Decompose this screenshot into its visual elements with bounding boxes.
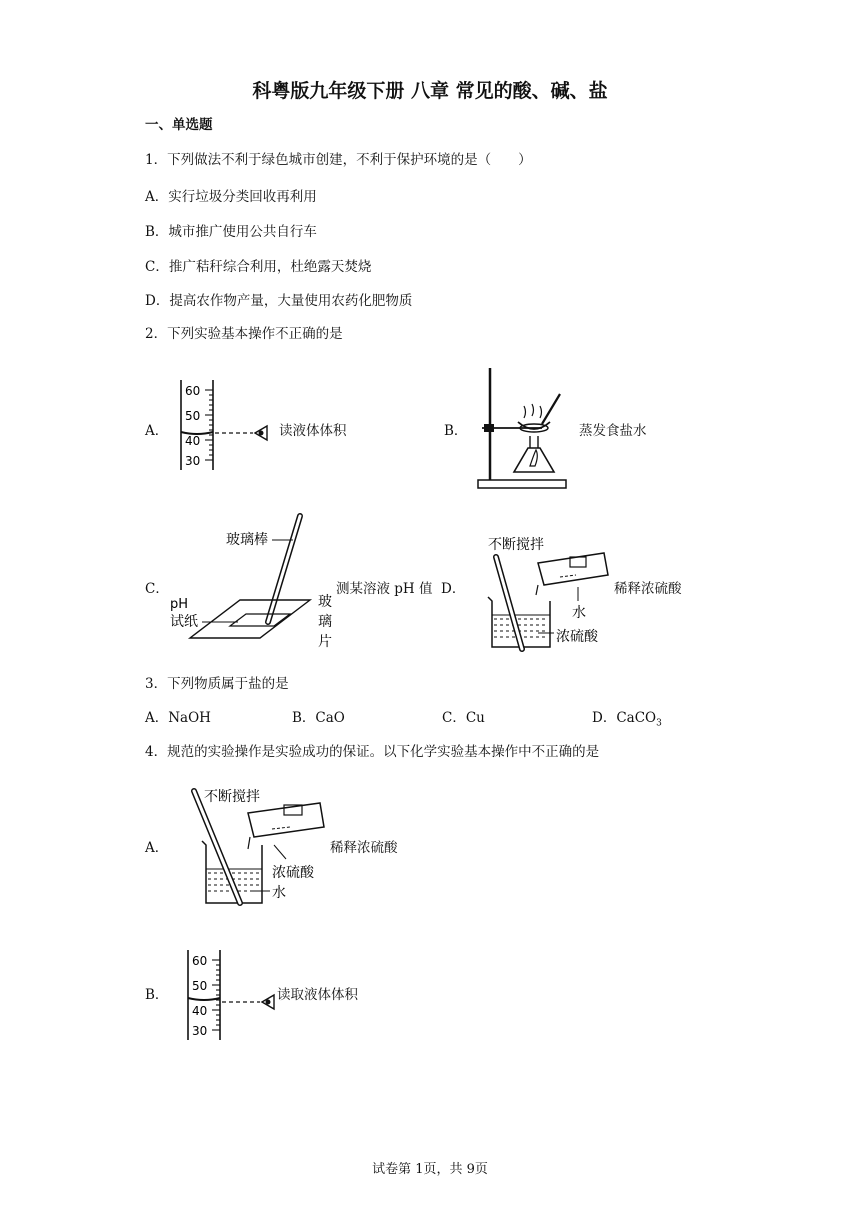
question-2-option-b-caption: 蒸发食盐水 bbox=[579, 423, 647, 439]
question-4-option-a-letter: A． bbox=[145, 840, 169, 856]
cylinder-tick-30: 30 bbox=[192, 1024, 208, 1038]
question-2-option-a-caption: 读液体体积 bbox=[279, 423, 347, 439]
glass-slide-label-1: 玻 bbox=[318, 594, 332, 610]
cylinder-tick-30: 30 bbox=[185, 454, 201, 468]
question-4-stem: 4．规范的实验操作是实验成功的保证。以下化学实验基本操作中不正确的是 bbox=[145, 744, 600, 760]
question-3-option-d: D．CaCO$_3$ bbox=[592, 710, 662, 729]
question-1-option-b: B．城市推广使用公共自行车 bbox=[145, 224, 317, 240]
glass-slide-label-2: 璃 bbox=[318, 614, 332, 630]
concentrated-acid-label: 浓硫酸 bbox=[272, 865, 314, 881]
eye-icon bbox=[262, 995, 274, 1009]
question-4-option-a-caption: 稀释浓硫酸 bbox=[330, 840, 398, 856]
question-2-option-c-letter: C． bbox=[145, 581, 169, 597]
question-2-option-c-caption: 测某溶液 pH 值 bbox=[336, 581, 433, 597]
question-2-option-b-letter: B． bbox=[444, 423, 468, 439]
section-heading: 一、单选题 bbox=[145, 117, 213, 133]
eye-icon bbox=[255, 426, 267, 440]
question-1-stem: 1．下列做法不利于绿色城市创建，不利于保护环境的是（ ） bbox=[145, 152, 532, 168]
page-title: 科粤版九年级下册 八章 常见的酸、碱、盐 bbox=[252, 80, 608, 102]
cylinder-reading-figure bbox=[182, 948, 282, 1042]
ph-test-figure bbox=[168, 510, 338, 650]
stir-label: 不断搅拌 bbox=[488, 537, 544, 553]
evaporation-figure bbox=[474, 366, 574, 490]
question-3-stem: 3．下列物质属于盐的是 bbox=[145, 676, 289, 692]
question-3-option-c: C．Cu bbox=[442, 710, 485, 726]
dilution-figure-q2 bbox=[480, 527, 615, 653]
question-3-option-a: A．NaOH bbox=[145, 710, 211, 726]
ph-paper-label-1: pH bbox=[170, 597, 189, 612]
cylinder-tick-40: 40 bbox=[192, 1004, 208, 1018]
question-4-option-b-caption: 读取液体体积 bbox=[277, 987, 358, 1003]
cylinder-tick-50: 50 bbox=[192, 979, 208, 993]
question-3-option-b: B．CaO bbox=[292, 710, 345, 726]
page-footer: 试卷第 1页，共 9页 bbox=[372, 1162, 488, 1177]
glass-rod-label: 玻璃棒 bbox=[226, 532, 268, 548]
ph-paper-label-2: 试纸 bbox=[170, 614, 198, 630]
cylinder-reading-figure bbox=[175, 378, 275, 472]
concentrated-acid-label: 浓硫酸 bbox=[556, 629, 598, 645]
question-2-stem: 2．下列实验基本操作不正确的是 bbox=[145, 326, 343, 342]
cylinder-tick-50: 50 bbox=[185, 409, 201, 423]
question-4-option-b-letter: B． bbox=[145, 987, 169, 1003]
question-1-option-c: C．推广秸秆综合利用，杜绝露天焚烧 bbox=[145, 259, 372, 275]
water-label: 水 bbox=[572, 605, 586, 621]
question-2-option-d-letter: D． bbox=[441, 581, 466, 597]
cylinder-tick-60: 60 bbox=[192, 954, 208, 968]
dilution-figure-q4 bbox=[186, 783, 331, 908]
question-1-option-d: D．提高农作物产量，大量使用农药化肥物质 bbox=[145, 293, 413, 309]
question-1-option-a: A．实行垃圾分类回收再利用 bbox=[145, 189, 317, 205]
stir-label: 不断搅拌 bbox=[204, 789, 260, 805]
cylinder-tick-60: 60 bbox=[185, 384, 201, 398]
question-2-option-a-letter: A． bbox=[145, 423, 169, 439]
cylinder-tick-40: 40 bbox=[185, 434, 201, 448]
water-label: 水 bbox=[272, 885, 286, 901]
glass-slide-label-3: 片 bbox=[318, 634, 332, 650]
question-2-option-d-caption: 稀释浓硫酸 bbox=[614, 581, 682, 597]
